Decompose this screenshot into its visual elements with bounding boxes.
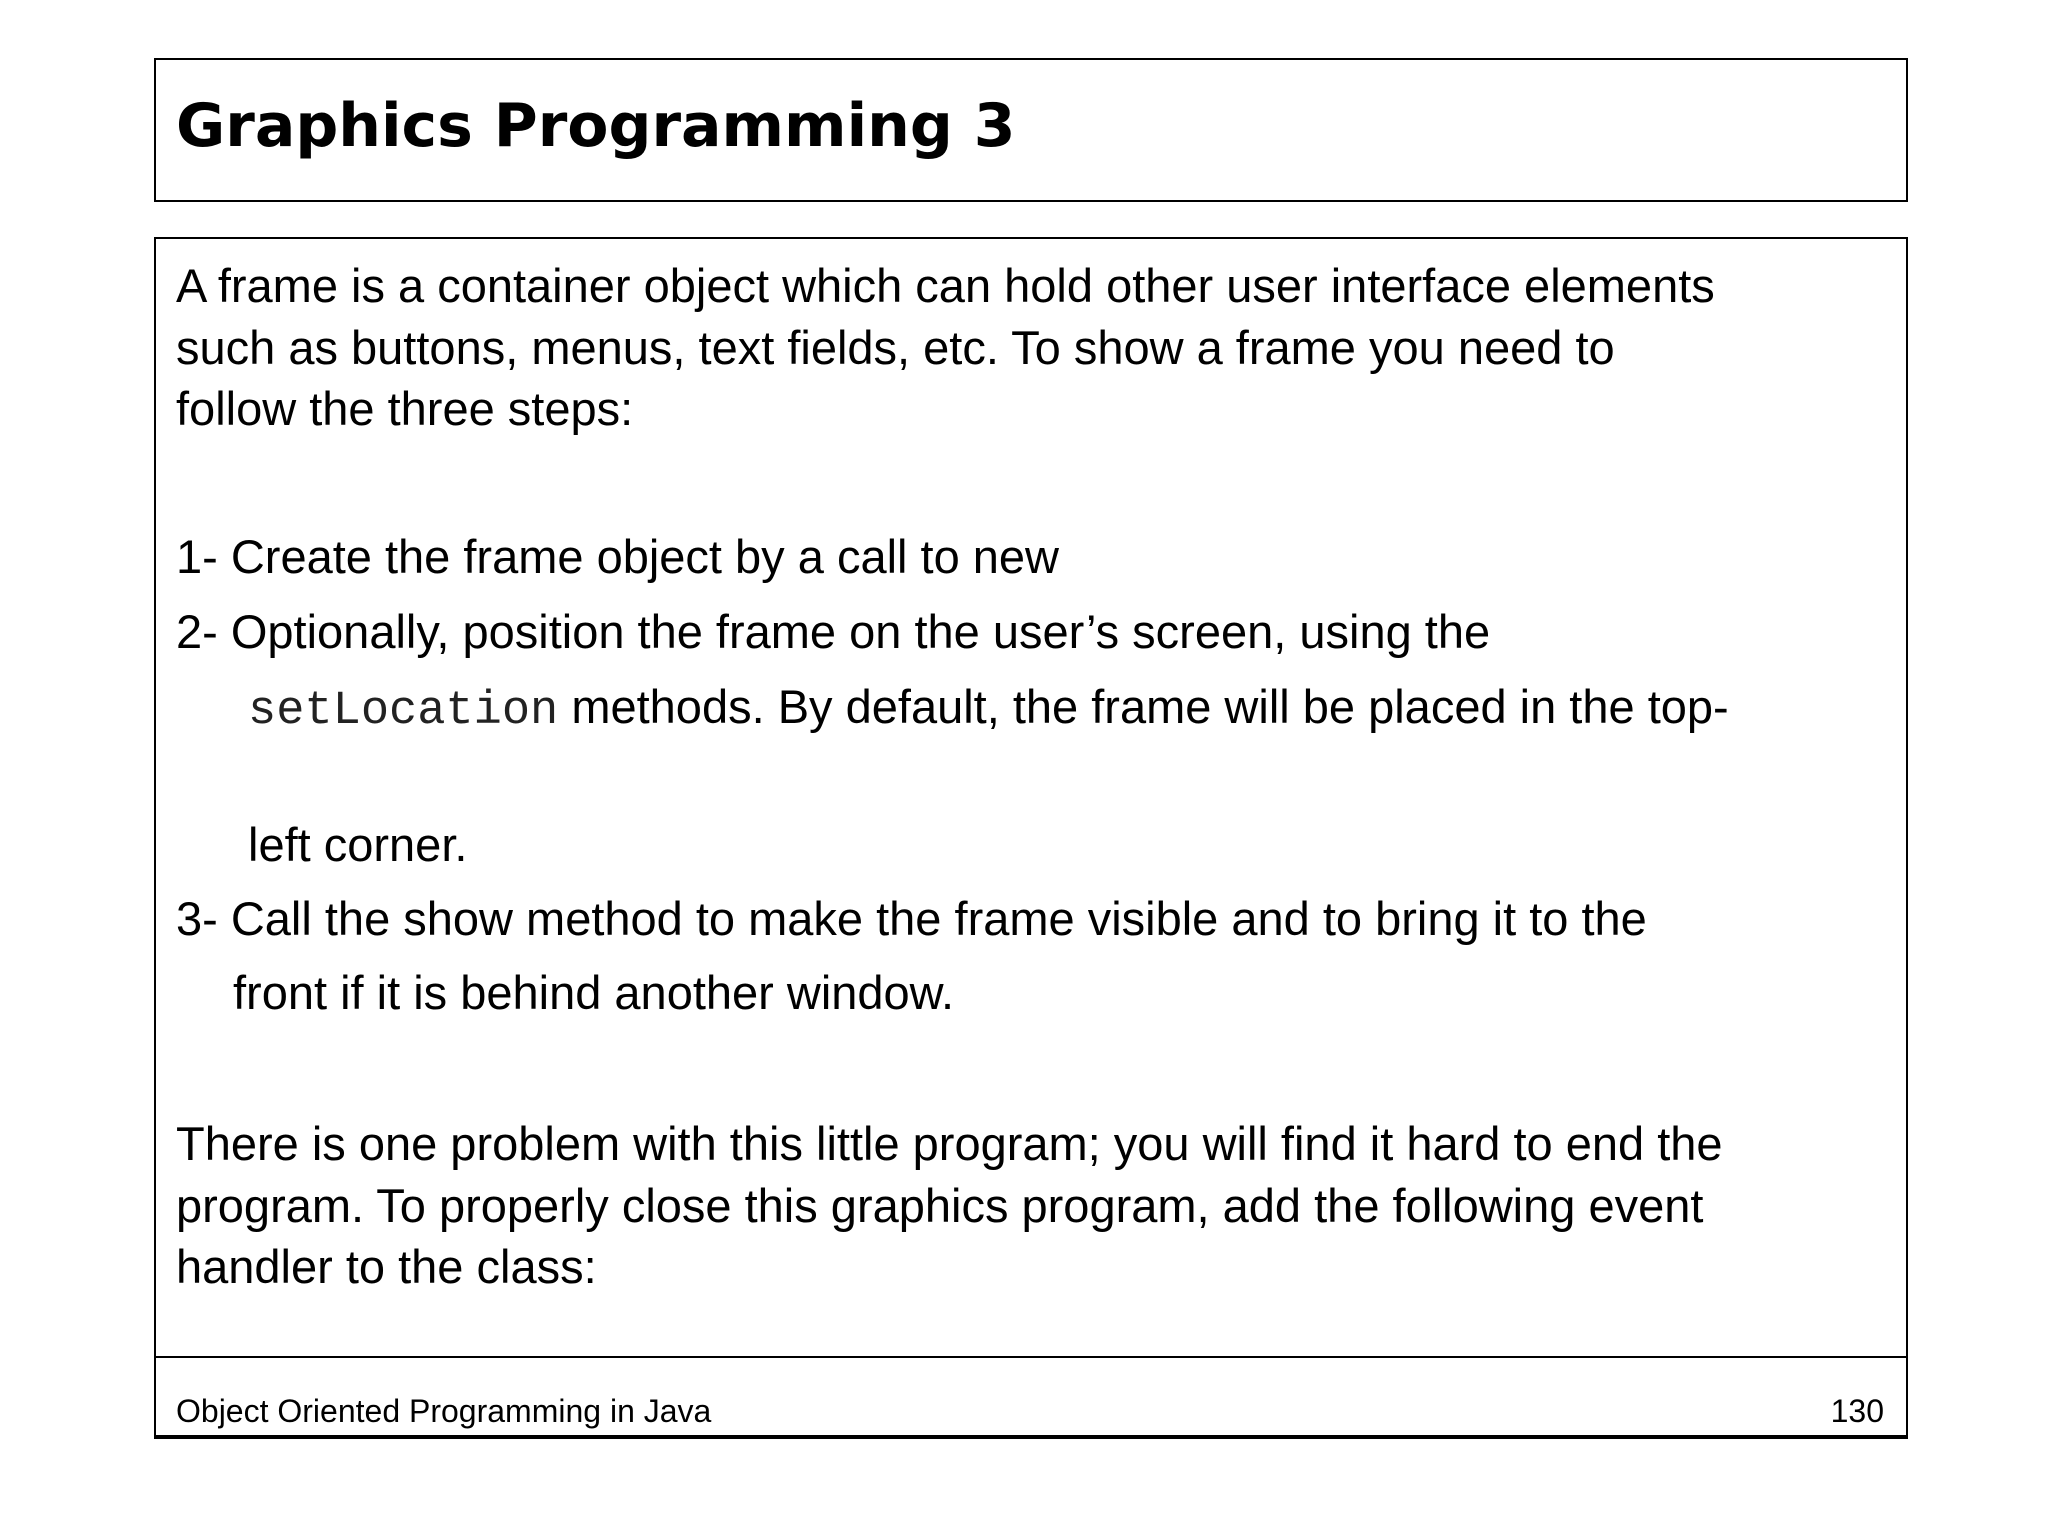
closing-line-1: There is one problem with this little program; you will find it hard to end the bbox=[176, 1117, 1723, 1170]
step-1: 1- Create the frame object by a call to new bbox=[176, 530, 1059, 583]
step-2-line-2 bbox=[248, 680, 1729, 738]
intro-line-3: follow the three steps: bbox=[176, 382, 634, 435]
footer-course-title: Object Oriented Programming in Java bbox=[176, 1393, 712, 1429]
closing-line-3: handler to the class: bbox=[176, 1240, 597, 1293]
footer-page-number: 130 bbox=[1830, 1393, 1884, 1429]
step-2-line-2-text: methods. By default, the frame will be placed in the top- bbox=[558, 680, 1729, 733]
slide-title: Graphics Programming 3 bbox=[176, 91, 1016, 161]
step-2-line-1: 2- Optionally, position the frame on the user’s screen, using the bbox=[176, 605, 1491, 658]
content-box bbox=[154, 237, 1908, 1439]
step-3-line-2: front if it is behind another window. bbox=[233, 966, 955, 1019]
title-box bbox=[154, 58, 1908, 202]
step-3-line-1: 3- Call the show method to make the frame visible and to bring it to the bbox=[176, 892, 1647, 945]
code-setlocation: setLocation bbox=[248, 685, 559, 738]
footer-divider bbox=[156, 1356, 1906, 1358]
step-2-line-3: left corner. bbox=[248, 818, 468, 871]
closing-line-2: program. To properly close this graphics program, add the following event bbox=[176, 1179, 1704, 1232]
intro-line-2: such as buttons, menus, text fields, etc. To show a frame you need to bbox=[176, 321, 1615, 374]
footer-bottom-rule bbox=[154, 1435, 1908, 1437]
intro-line-1: A frame is a container object which can hold other user interface elements bbox=[176, 259, 1715, 312]
